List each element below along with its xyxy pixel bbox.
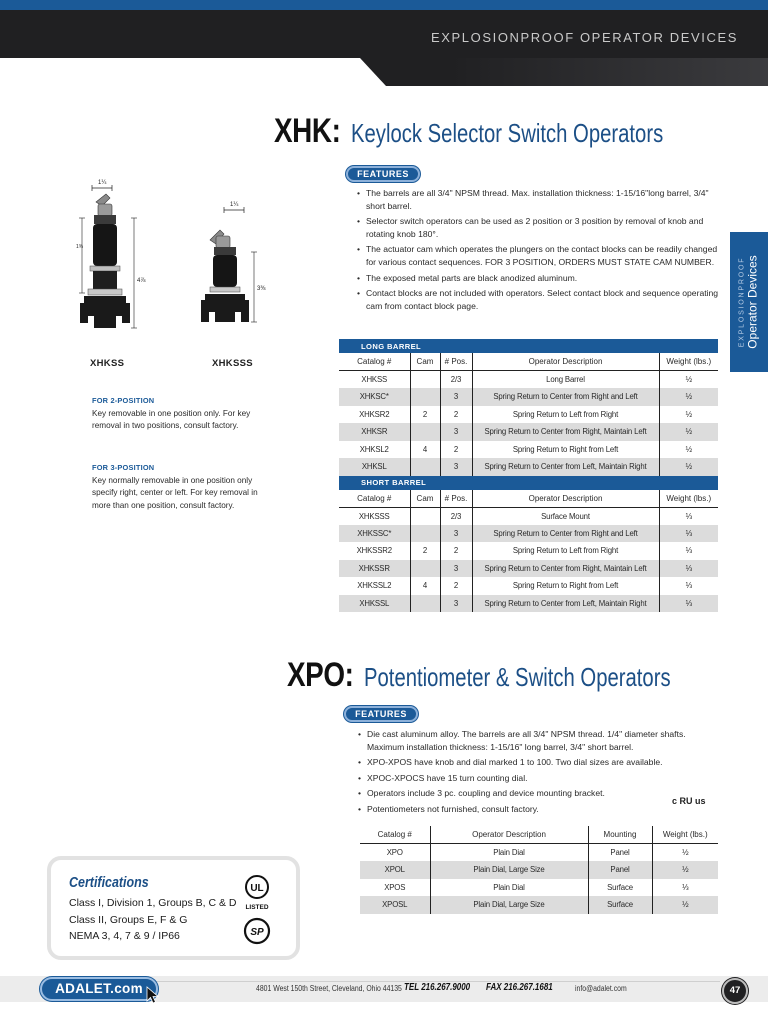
long-height-label: 4⅞ [137, 278, 146, 284]
table-cell: Spring Return to Right from Left [472, 577, 659, 595]
table-cell [410, 595, 440, 613]
svg-text:LISTED: LISTED [245, 904, 269, 911]
header-title: EXPLOSIONPROOF OPERATOR DEVICES [430, 30, 738, 45]
long-width-label: 1¼ [98, 180, 107, 186]
adalet-logo-link[interactable]: ADALET.com [40, 977, 158, 1001]
table-cell: 3 [440, 525, 472, 543]
table-row [339, 441, 718, 459]
table-cell: Long Barrel [472, 371, 659, 389]
table-cell [410, 388, 440, 406]
table-cell: 2 [440, 542, 472, 560]
table-row [339, 458, 718, 476]
short-barrel-drawing [201, 202, 266, 322]
table-cell: Spring Return to Center from Left, Maintain Right [472, 595, 659, 613]
col-description: Operator Description [472, 490, 659, 508]
short-height-label: 3⅜ [257, 286, 266, 292]
xhk-code: XHK: [274, 112, 341, 150]
product-label-short: XHKSSS [212, 358, 253, 369]
table-cell: XHKSR [339, 423, 410, 441]
list-item: • Operators include 3 pc. coupling and device mounting bracket. [356, 787, 718, 800]
table-cell [410, 371, 440, 389]
table-cell: 2 [440, 441, 472, 459]
table-cell: 3 [440, 458, 472, 476]
table-cell: 4 [410, 441, 440, 459]
footer-tel: TEL 216.267.9000 [404, 982, 471, 993]
ul-recognized-mark: c RU us [672, 796, 706, 806]
long-barrel-drawing [76, 180, 146, 328]
table-cell [410, 507, 440, 525]
table-cell: Plain Dial, Large Size [430, 896, 588, 914]
col-catalog: Catalog # [339, 490, 410, 508]
table-row [339, 388, 718, 406]
table-row [360, 861, 718, 879]
table-cell: ½ [659, 406, 718, 424]
two-position-heading: FOR 2-POSITION [92, 396, 155, 405]
footer-email-link[interactable]: info@adalet.com [575, 983, 627, 993]
table-cell: ½ [652, 861, 718, 879]
xhk-feature-list [355, 187, 727, 315]
table-row [339, 371, 718, 389]
table-cell: 2 [440, 406, 472, 424]
product-illustration [66, 178, 280, 378]
long-small-label: 1⅜ [76, 244, 83, 250]
col-weight: Weight (lbs.) [652, 826, 718, 844]
table-cell: XPOL [360, 861, 430, 879]
col-weight: Weight (lbs.) [659, 490, 718, 508]
table-cell [410, 423, 440, 441]
footer-fax: FAX 216.267.1681 [486, 982, 553, 993]
table-cell: Spring Return to Center from Right, Maintain Left [472, 423, 659, 441]
table-cell: Spring Return to Left from Right [472, 406, 659, 424]
table-cell: Panel [588, 861, 652, 879]
col-description: Operator Description [430, 826, 588, 844]
table-row [339, 507, 718, 525]
xpo-feature-list [356, 728, 718, 819]
table-row [360, 879, 718, 897]
table-cell: ½ [659, 388, 718, 406]
xhk-table [339, 339, 718, 612]
table-cell: 2/3 [440, 507, 472, 525]
long-barrel-bar: LONG BARREL [339, 339, 718, 353]
table-cell: XPO [386, 848, 403, 857]
table-cell: XHKSSL2 [357, 581, 392, 591]
certifications-box [47, 856, 300, 960]
col-pos: # Pos. [440, 353, 472, 371]
two-position-text: Key removable in one position only. For key removal in two positions, consult factory. [92, 409, 251, 431]
list-item: • The actuator cam which operates the plungers on the contact blocks can be readily changed for various contact sequences. FOR 3 POSITION, ORDERS MUST STATE CAM NUMBER. [355, 243, 727, 268]
table-cell [410, 525, 440, 543]
table-cell [410, 560, 440, 578]
xpo-features-badge: FEATURES [344, 706, 418, 722]
table-cell: Surface [588, 879, 652, 897]
table-cell: XPOS [384, 882, 406, 892]
table-cell: 2 [410, 542, 440, 560]
table-cell: XHKSR2 [359, 409, 390, 419]
table-row [339, 560, 718, 578]
table-cell: XHKSSL [339, 595, 410, 613]
short-barrel-bar: SHORT BARREL [339, 476, 718, 490]
list-item: • Contact blocks are not included with operators. Select contact block and sequence operating cam from contact block page. [355, 287, 727, 312]
list-item: • The exposed metal parts are black anodized aluminum. [355, 272, 727, 285]
list-item: • Selector switch operators can be used as 2 position or 3 position by removal of knob and rotating knob 180°. [355, 215, 727, 240]
col-weight: Weight (lbs.) [659, 353, 718, 371]
table-row [339, 542, 718, 560]
xpo-code: XPO: [287, 656, 354, 694]
side-tab-big: Operator Devices [745, 255, 760, 349]
table-cell [410, 458, 440, 476]
xhk-features-badge: FEATURES [346, 166, 420, 182]
xpo-table [360, 826, 718, 914]
table-cell: XHKSSS [358, 511, 390, 521]
table-cell: 4 [410, 577, 440, 595]
table-cell: ⅓ [659, 560, 718, 578]
table-cell: 2 [440, 577, 472, 595]
xpo-name: Potentiometer & Switch Operators [364, 662, 671, 692]
col-description: Operator Description [472, 353, 659, 371]
table-cell: Surface Mount [472, 507, 659, 525]
table-cell: ⅓ [659, 577, 718, 595]
xpo-title [287, 656, 757, 695]
xhk-title [274, 112, 751, 151]
svg-text:UL: UL [250, 883, 264, 894]
table-cell: XHKSL2 [359, 444, 389, 454]
side-tab-small: EXPLOSIONPROOF [738, 256, 746, 348]
table-cell: XHKSSR [339, 560, 410, 578]
top-stripe [0, 0, 768, 10]
table-row [360, 896, 718, 914]
table-cell: Spring Return to Center from Left, Maintain Right [472, 458, 659, 476]
table-cell: Plain Dial [430, 844, 588, 862]
table-cell: XHKSL [339, 458, 410, 476]
cert-line: NEMA 3, 4, 7 & 9 / IP66 [69, 930, 180, 942]
cursor-icon [146, 986, 160, 1004]
table-cell: Plain Dial [430, 879, 588, 897]
page-header [0, 10, 768, 58]
table-cell: Spring Return to Right from Left [472, 441, 659, 459]
table-row [360, 844, 718, 862]
cert-line: Class II, Groups E, F & G [69, 914, 188, 926]
table-cell: ⅓ [659, 507, 718, 525]
short-width-label: 1¼ [230, 202, 239, 208]
table-cell: XHKSS [361, 375, 388, 384]
table-cell: Spring Return to Center from Right and Left [472, 525, 659, 543]
col-mounting: Mounting [588, 826, 652, 844]
table-cell: ½ [659, 441, 718, 459]
table-cell: 2 [410, 406, 440, 424]
csa-icon [243, 916, 273, 946]
list-item: • XPOC-XPOCS have 15 turn counting dial. [356, 772, 718, 785]
table-cell: 3 [440, 388, 472, 406]
table-row [339, 423, 718, 441]
ul-listed-icon [241, 874, 273, 914]
table-cell: Spring Return to Left from Right [472, 542, 659, 560]
footer-address: 4801 West 150th Street, Cleveland, Ohio 44135 [256, 983, 402, 993]
page-number: 47 [722, 978, 748, 1004]
table-cell: 2/3 [440, 371, 472, 389]
table-cell: Panel [588, 844, 652, 862]
table-row [339, 525, 718, 543]
col-catalog: Catalog # [360, 826, 430, 844]
table-cell: XHKSSR2 [356, 546, 392, 556]
list-item: • XPO-XPOS have knob and dial marked 1 to 100. Two dial sizes are available. [356, 756, 718, 769]
table-cell: ½ [652, 844, 718, 862]
table-cell: ⅓ [659, 542, 718, 560]
header-notch [360, 58, 768, 86]
table-cell: ½ [659, 423, 718, 441]
table-cell: ⅓ [652, 879, 718, 897]
table-cell: ⅓ [659, 525, 718, 543]
side-tab [730, 232, 768, 372]
table-cell: Plain Dial, Large Size [430, 861, 588, 879]
table-cell: XHKSSC* [339, 525, 410, 543]
svg-text:SP: SP [250, 927, 264, 938]
col-pos: # Pos. [440, 490, 472, 508]
table-cell: Spring Return to Center from Right and Left [472, 388, 659, 406]
table-row [339, 577, 718, 595]
list-item: • Potentiometers not furnished, consult factory. [356, 803, 718, 816]
table-cell: 3 [440, 560, 472, 578]
table-cell: Spring Return to Center from Right, Maintain Left [472, 560, 659, 578]
cert-line: Class I, Division 1, Groups B, C & D [69, 897, 237, 909]
col-cam: Cam [410, 490, 440, 508]
table-cell: ½ [659, 458, 718, 476]
table-cell: ½ [659, 371, 718, 389]
col-cam: Cam [410, 353, 440, 371]
table-row [339, 406, 718, 424]
table-cell: Surface [588, 896, 652, 914]
table-row [339, 595, 718, 613]
col-catalog: Catalog # [339, 353, 410, 371]
list-item: • The barrels are all 3/4" NPSM thread. Max. installation thickness: 1-15/16"long barrel, 3/4" short barrel. [355, 187, 727, 212]
product-label-long: XHKSS [90, 358, 125, 369]
table-cell: 3 [440, 595, 472, 613]
table-cell: ⅓ [659, 595, 718, 613]
table-cell: ½ [652, 896, 718, 914]
three-position-heading: FOR 3-POSITION [92, 463, 155, 472]
xhk-name: Keylock Selector Switch Operators [351, 118, 664, 148]
three-position-text: Key normally removable in one position only specify right, center or left. For key removal in more than one position, consult factory. [92, 476, 258, 510]
certifications-title: Certifications [69, 875, 149, 891]
list-item: • Die cast aluminum alloy. The barrels are all 3/4" NPSM thread. 1/4" diameter shafts. Maximum installation thickness: 1-15/16" long barrel, 3/4" short barrel. [356, 728, 718, 753]
table-cell: XPOSL [360, 896, 430, 914]
table-cell: XHKSC* [339, 388, 410, 406]
table-cell: 3 [440, 423, 472, 441]
